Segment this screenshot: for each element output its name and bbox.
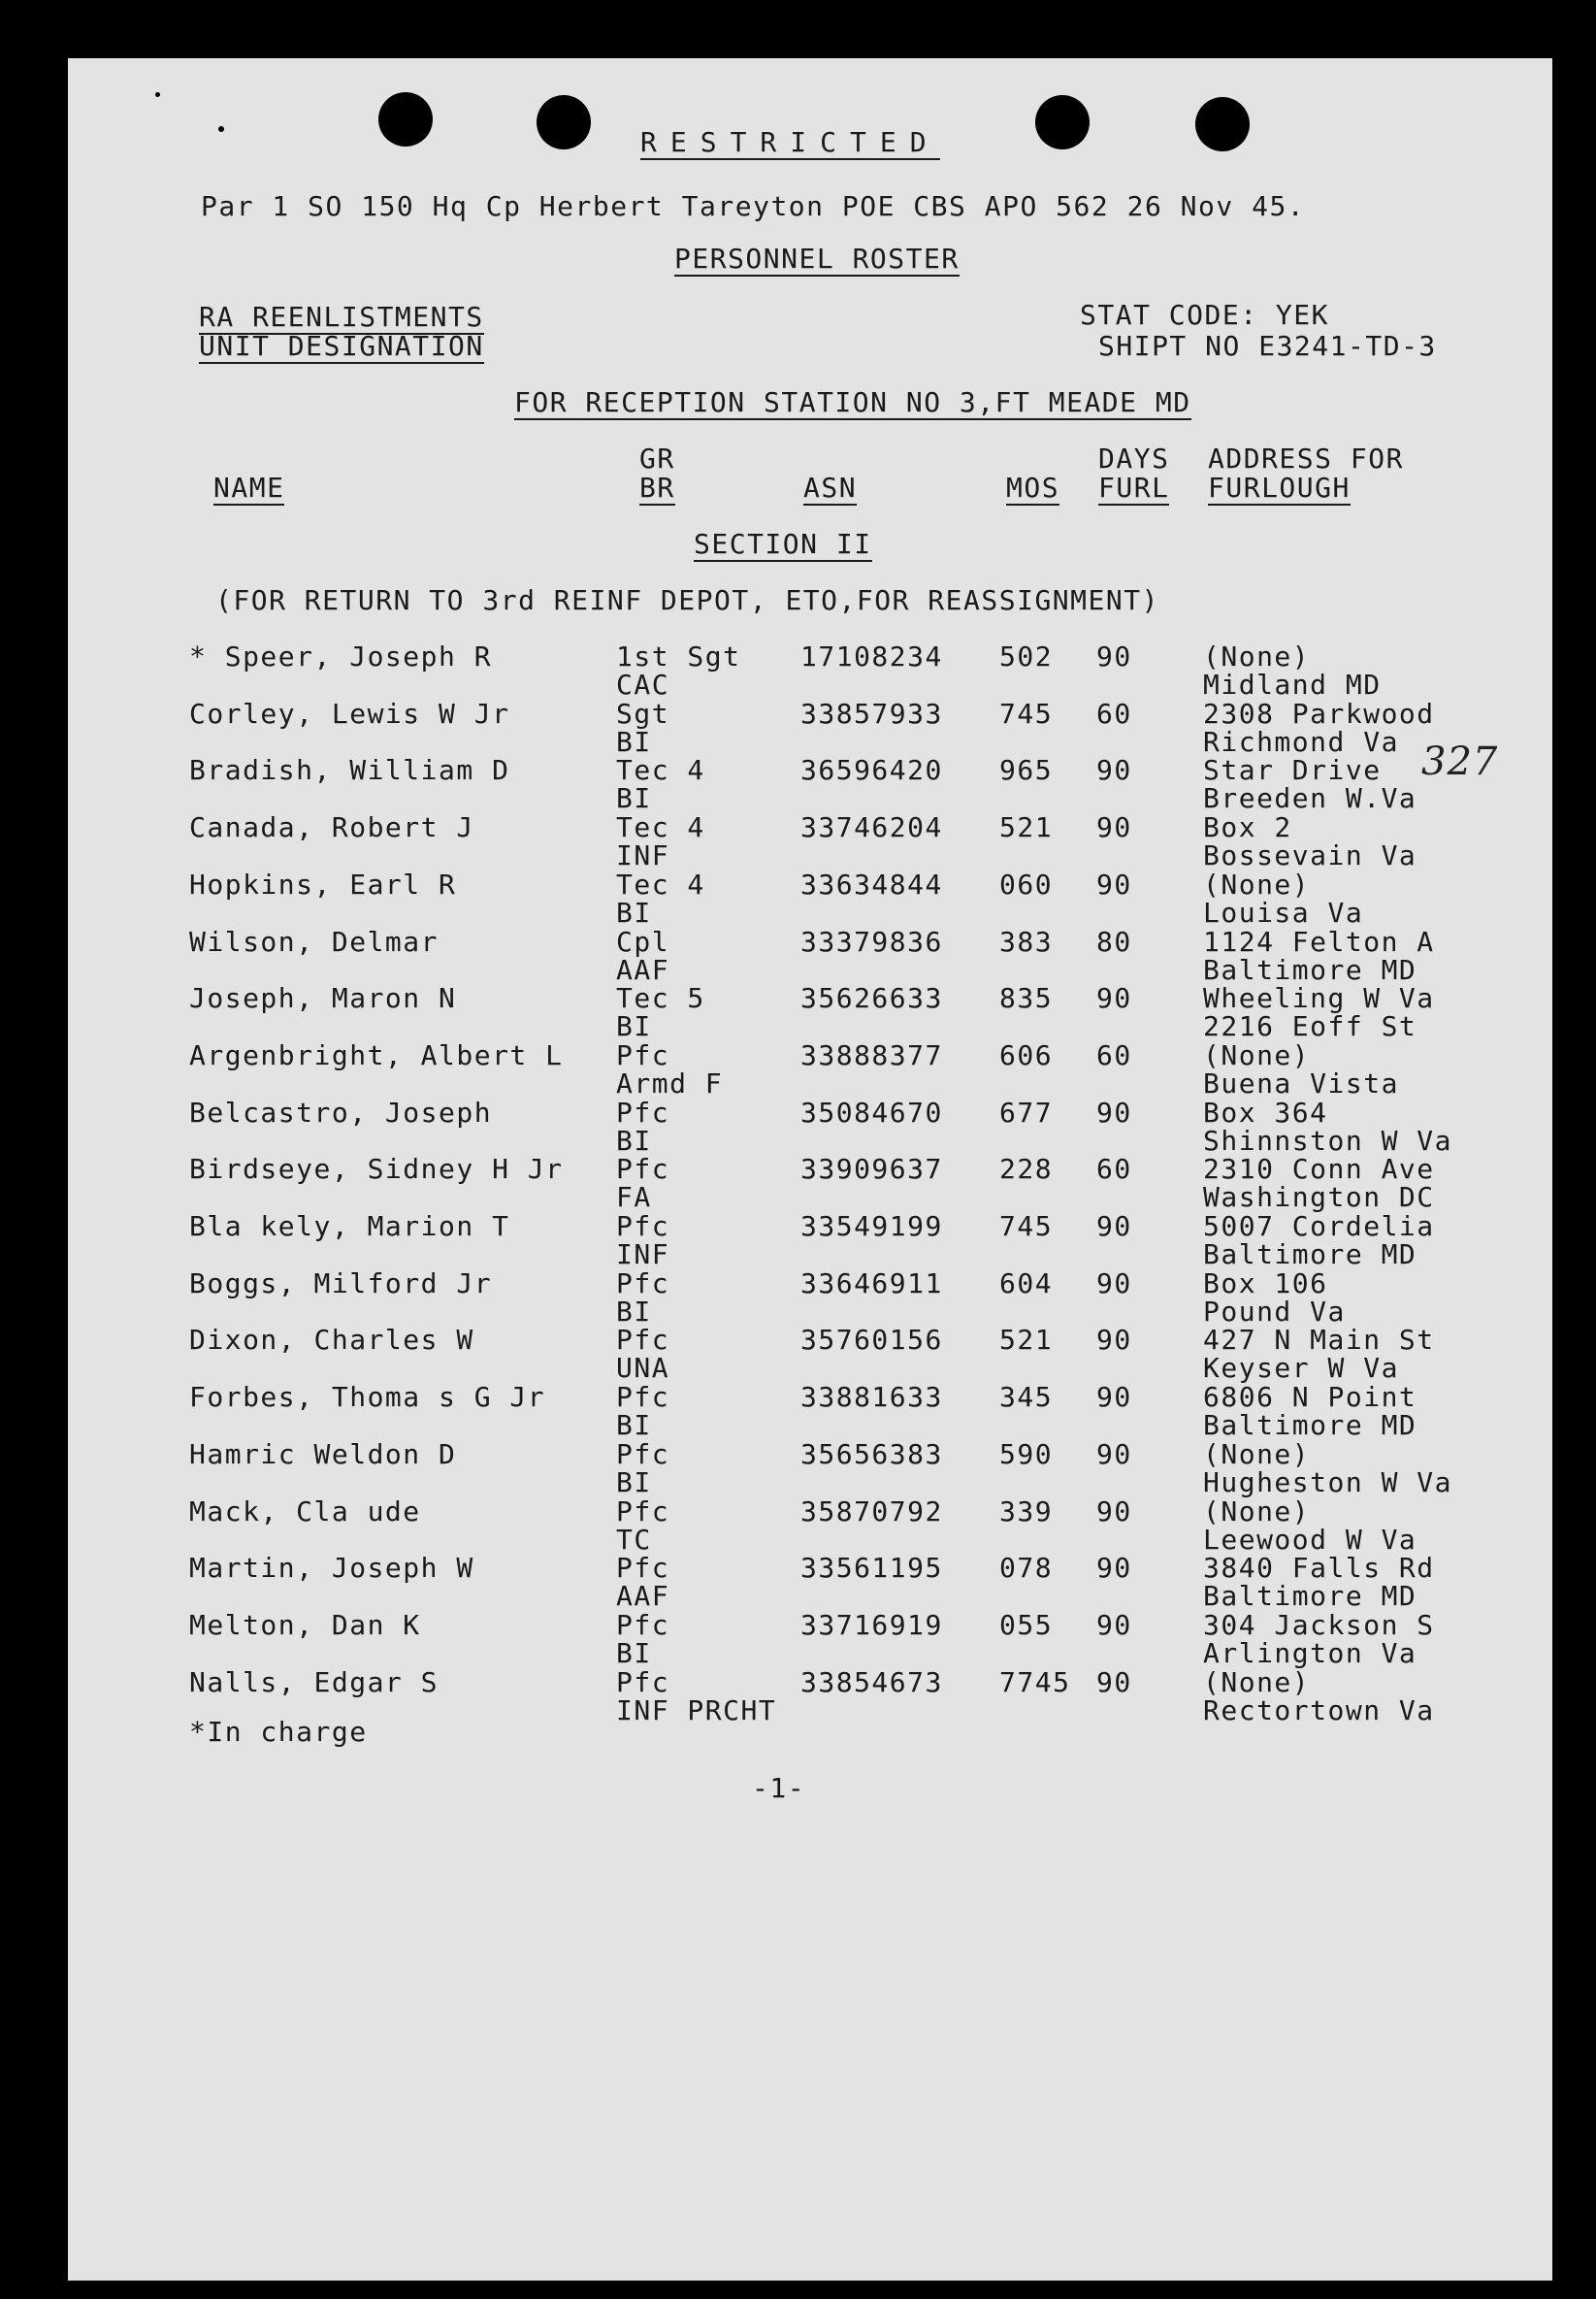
row-grade: Pfc bbox=[616, 1324, 670, 1357]
row-grade: Pfc bbox=[616, 1665, 670, 1698]
row-address-line-1: 3840 Falls Rd bbox=[1203, 1552, 1435, 1585]
row-branch: TC bbox=[616, 1523, 652, 1556]
row-address-line-2: 2216 Eoff St bbox=[1203, 1010, 1417, 1043]
row-mos: 606 bbox=[999, 1038, 1054, 1071]
row-address-line-1: Box 2 bbox=[1203, 811, 1292, 844]
row-address-line-1: 304 Jackson S bbox=[1203, 1608, 1435, 1641]
row-mos: 590 bbox=[999, 1437, 1054, 1470]
row-address-line-2: Rectortown Va bbox=[1203, 1693, 1435, 1726]
row-asn: 35626633 bbox=[800, 982, 943, 1015]
punch-hole bbox=[1195, 97, 1250, 151]
handwritten-page-number: 327 bbox=[1421, 739, 1499, 784]
row-asn: 33716919 bbox=[800, 1608, 943, 1641]
row-grade: Tec 4 bbox=[616, 811, 705, 844]
row-branch: BI bbox=[616, 725, 652, 758]
row-address-line-2: Bossevain Va bbox=[1203, 839, 1417, 872]
row-days: 60 bbox=[1096, 1153, 1132, 1186]
row-days: 90 bbox=[1096, 1494, 1132, 1527]
row-days: 90 bbox=[1096, 1210, 1132, 1242]
row-address-line-1: 2308 Parkwood bbox=[1203, 697, 1435, 730]
page-number: -1- bbox=[752, 1772, 806, 1804]
row-branch: BI bbox=[616, 782, 652, 815]
row-mos: 835 bbox=[999, 982, 1054, 1015]
row-branch: BI bbox=[616, 1010, 652, 1043]
row-address-line-1: 427 N Main St bbox=[1203, 1324, 1435, 1357]
speck bbox=[155, 92, 160, 97]
row-branch: BI bbox=[616, 1295, 652, 1328]
row-branch: FA bbox=[616, 1181, 652, 1214]
row-asn: 33909637 bbox=[800, 1153, 943, 1186]
row-mos: 521 bbox=[999, 1324, 1054, 1357]
row-mos: 7745 bbox=[999, 1665, 1071, 1698]
row-name: Dixon, Charles W bbox=[189, 1324, 474, 1357]
row-asn: 35084670 bbox=[800, 1096, 943, 1129]
row-name: Martin, Joseph W bbox=[189, 1552, 474, 1585]
row-asn: 33379836 bbox=[800, 925, 943, 958]
row-grade: Pfc bbox=[616, 1096, 670, 1129]
row-branch: INF bbox=[616, 1238, 670, 1270]
row-name: Argenbright, Albert L bbox=[189, 1038, 564, 1071]
row-mos: 228 bbox=[999, 1153, 1054, 1186]
row-asn: 33549199 bbox=[800, 1210, 943, 1242]
row-mos: 060 bbox=[999, 868, 1054, 901]
row-address-line-1: (None) bbox=[1203, 868, 1311, 901]
row-days: 80 bbox=[1096, 925, 1132, 958]
row-days: 90 bbox=[1096, 1324, 1132, 1357]
row-mos: 078 bbox=[999, 1552, 1054, 1585]
row-address-line-2: Baltimore MD bbox=[1203, 1409, 1417, 1442]
row-grade: Tec 5 bbox=[616, 982, 705, 1015]
row-address-line-2: Buena Vista bbox=[1203, 1067, 1399, 1100]
row-branch: AAF bbox=[616, 953, 670, 986]
punch-hole bbox=[1035, 95, 1090, 149]
row-days: 60 bbox=[1096, 1038, 1132, 1071]
row-grade: 1st Sgt bbox=[616, 640, 741, 673]
row-asn: 33634844 bbox=[800, 868, 943, 901]
row-address-line-2: Louisa Va bbox=[1203, 896, 1364, 929]
row-grade: Pfc bbox=[616, 1552, 670, 1585]
row-mos: 055 bbox=[999, 1608, 1054, 1641]
section-purpose: (FOR RETURN TO 3rd REINF DEPOT, ETO,FOR REASSIGNMENT) bbox=[215, 584, 1159, 616]
row-grade: Pfc bbox=[616, 1608, 670, 1641]
row-grade: Pfc bbox=[616, 1381, 670, 1414]
row-grade: Tec 4 bbox=[616, 754, 705, 787]
row-branch: BI bbox=[616, 896, 652, 929]
row-mos: 604 bbox=[999, 1266, 1054, 1299]
row-mos: 502 bbox=[999, 640, 1054, 673]
row-days: 90 bbox=[1096, 868, 1132, 901]
classification-heading: RESTRICTED bbox=[640, 126, 940, 158]
row-days: 90 bbox=[1096, 811, 1132, 844]
column-header-branch: BR bbox=[639, 472, 675, 504]
row-address-line-1: (None) bbox=[1203, 1038, 1311, 1071]
row-asn: 35870792 bbox=[800, 1494, 943, 1527]
row-name: Forbes, Thoma s G Jr bbox=[189, 1381, 546, 1414]
row-address-line-1: (None) bbox=[1203, 1665, 1311, 1698]
footnote: *In charge bbox=[189, 1716, 368, 1748]
speck bbox=[218, 126, 224, 132]
shipment-number: SHIPT NO E3241-TD-3 bbox=[1098, 330, 1437, 362]
row-name: Wilson, Delmar bbox=[189, 925, 440, 958]
row-days: 90 bbox=[1096, 1665, 1132, 1698]
row-address-line-2: Baltimore MD bbox=[1203, 953, 1417, 986]
row-address-line-2: Baltimore MD bbox=[1203, 1238, 1417, 1270]
row-name: Nalls, Edgar S bbox=[189, 1665, 440, 1698]
punch-hole bbox=[378, 92, 433, 147]
row-asn: 33561195 bbox=[800, 1552, 943, 1585]
row-address-line-2: Hugheston W Va bbox=[1203, 1465, 1453, 1498]
row-asn: 35656383 bbox=[800, 1437, 943, 1470]
row-address-line-1: 5007 Cordelia bbox=[1203, 1210, 1435, 1242]
row-address-line-1: Star Drive bbox=[1203, 754, 1382, 787]
row-name: Hamric Weldon D bbox=[189, 1437, 457, 1470]
row-grade: Cpl bbox=[616, 925, 670, 958]
row-name: Boggs, Milford Jr bbox=[189, 1266, 493, 1299]
row-asn: 33854673 bbox=[800, 1665, 943, 1698]
row-grade: Pfc bbox=[616, 1494, 670, 1527]
column-header-asn: ASN bbox=[803, 472, 858, 504]
row-address-line-1: Box 106 bbox=[1203, 1266, 1328, 1299]
row-grade: Pfc bbox=[616, 1038, 670, 1071]
row-days: 90 bbox=[1096, 1608, 1132, 1641]
orders-line: Par 1 SO 150 Hq Cp Herbert Tareyton POE CBS APO 562 26 Nov 45. bbox=[201, 190, 1306, 222]
row-name: Bla kely, Marion T bbox=[189, 1210, 510, 1242]
row-address-line-1: (None) bbox=[1203, 1437, 1311, 1470]
row-address-line-2: Leewood W Va bbox=[1203, 1523, 1417, 1556]
unit-line-1: RA REENLISTMENTS bbox=[199, 301, 484, 333]
row-address-line-2: Shinnston W Va bbox=[1203, 1124, 1453, 1157]
row-address-line-2: Keyser W Va bbox=[1203, 1352, 1399, 1385]
row-name: Birdseye, Sidney H Jr bbox=[189, 1153, 564, 1186]
row-address-line-2: Midland MD bbox=[1203, 669, 1382, 701]
row-name: * Speer, Joseph R bbox=[189, 640, 493, 673]
row-mos: 339 bbox=[999, 1494, 1054, 1527]
column-header-name: NAME bbox=[213, 472, 285, 504]
column-header-address: ADDRESS FOR bbox=[1208, 443, 1404, 475]
row-branch: BI bbox=[616, 1465, 652, 1498]
row-mos: 745 bbox=[999, 697, 1054, 730]
row-name: Bradish, William D bbox=[189, 754, 510, 787]
row-asn: 33888377 bbox=[800, 1038, 943, 1071]
row-name: Melton, Dan K bbox=[189, 1608, 421, 1641]
row-name: Hopkins, Earl R bbox=[189, 868, 457, 901]
row-days: 90 bbox=[1096, 1437, 1132, 1470]
row-asn: 33881633 bbox=[800, 1381, 943, 1414]
row-branch: INF bbox=[616, 839, 670, 872]
column-header-furlough: FURLOUGH bbox=[1208, 472, 1351, 504]
row-asn: 17108234 bbox=[800, 640, 943, 673]
row-address-line-1: 1124 Felton A bbox=[1203, 925, 1435, 958]
column-header-days: DAYS bbox=[1098, 443, 1170, 475]
row-address-line-1: (None) bbox=[1203, 1494, 1311, 1527]
row-asn: 33646911 bbox=[800, 1266, 943, 1299]
row-mos: 745 bbox=[999, 1210, 1054, 1242]
row-name: Canada, Robert J bbox=[189, 811, 474, 844]
row-branch: INF PRCHT bbox=[616, 1693, 777, 1726]
row-address-line-2: Breeden W.Va bbox=[1203, 782, 1417, 815]
row-mos: 677 bbox=[999, 1096, 1054, 1129]
row-name: Joseph, Maron N bbox=[189, 982, 457, 1015]
row-address-line-1: 6806 N Point bbox=[1203, 1381, 1417, 1414]
row-days: 90 bbox=[1096, 754, 1132, 787]
row-asn: 33746204 bbox=[800, 811, 943, 844]
row-days: 60 bbox=[1096, 697, 1132, 730]
row-mos: 345 bbox=[999, 1381, 1054, 1414]
row-days: 90 bbox=[1096, 1096, 1132, 1129]
row-days: 90 bbox=[1096, 1381, 1132, 1414]
column-header-mos: MOS bbox=[1006, 472, 1060, 504]
row-address-line-1: (None) bbox=[1203, 640, 1311, 673]
row-address-line-1: 2310 Conn Ave bbox=[1203, 1153, 1435, 1186]
row-grade: Pfc bbox=[616, 1437, 670, 1470]
row-grade: Pfc bbox=[616, 1210, 670, 1242]
row-grade: Tec 4 bbox=[616, 868, 705, 901]
row-name: Corley, Lewis W Jr bbox=[189, 697, 510, 730]
row-mos: 521 bbox=[999, 811, 1054, 844]
row-address-line-1: Wheeling W Va bbox=[1203, 982, 1435, 1015]
row-days: 90 bbox=[1096, 1552, 1132, 1585]
row-branch: BI bbox=[616, 1409, 652, 1442]
row-grade: Pfc bbox=[616, 1266, 670, 1299]
speck bbox=[52, 1533, 58, 1547]
row-days: 90 bbox=[1096, 640, 1132, 673]
unit-line-2: UNIT DESIGNATION bbox=[199, 330, 484, 362]
row-asn: 36596420 bbox=[800, 754, 943, 787]
destination-line: FOR RECEPTION STATION NO 3,FT MEADE MD bbox=[514, 386, 1191, 418]
column-header-furl: FURL bbox=[1098, 472, 1170, 504]
row-mos: 965 bbox=[999, 754, 1054, 787]
row-branch: AAF bbox=[616, 1580, 670, 1613]
row-branch: UNA bbox=[616, 1352, 670, 1385]
row-days: 90 bbox=[1096, 982, 1132, 1015]
stat-code: STAT CODE: YEK bbox=[1080, 299, 1330, 331]
row-address-line-2: Washington DC bbox=[1203, 1181, 1435, 1214]
row-name: Mack, Cla ude bbox=[189, 1494, 421, 1527]
row-grade: Pfc bbox=[616, 1153, 670, 1186]
column-header-grade: GR bbox=[639, 443, 675, 475]
row-mos: 383 bbox=[999, 925, 1054, 958]
row-name: Belcastro, Joseph bbox=[189, 1096, 493, 1129]
row-branch: BI bbox=[616, 1124, 652, 1157]
row-branch: CAC bbox=[616, 669, 670, 701]
row-branch: Armd F bbox=[616, 1067, 724, 1100]
row-address-line-1: Box 364 bbox=[1203, 1096, 1328, 1129]
section-title: SECTION II bbox=[694, 528, 872, 560]
row-asn: 33857933 bbox=[800, 697, 943, 730]
row-address-line-2: Richmond Va bbox=[1203, 725, 1399, 758]
row-grade: Sgt bbox=[616, 697, 670, 730]
row-address-line-2: Arlington Va bbox=[1203, 1636, 1417, 1669]
row-branch: BI bbox=[616, 1636, 652, 1669]
document-page bbox=[68, 58, 1552, 2281]
punch-hole bbox=[537, 95, 591, 149]
row-days: 90 bbox=[1096, 1266, 1132, 1299]
row-address-line-2: Baltimore MD bbox=[1203, 1580, 1417, 1613]
row-address-line-2: Pound Va bbox=[1203, 1295, 1346, 1328]
row-asn: 35760156 bbox=[800, 1324, 943, 1357]
roster-title: PERSONNEL ROSTER bbox=[674, 243, 960, 275]
